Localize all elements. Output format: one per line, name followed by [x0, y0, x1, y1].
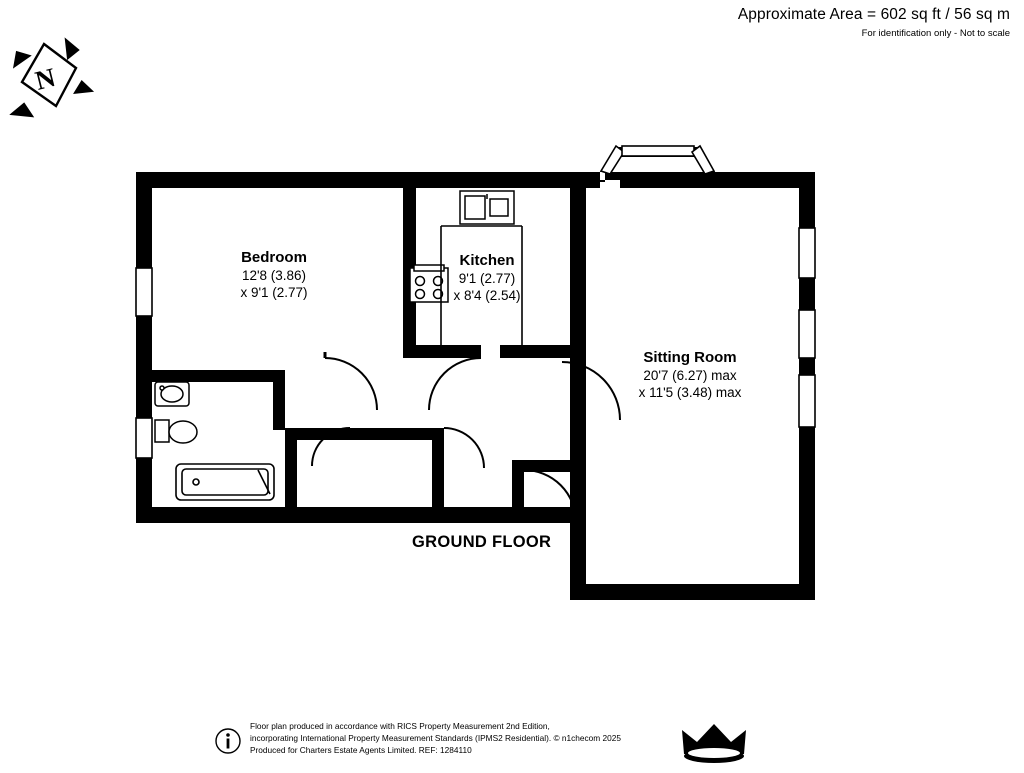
door-hall-right: [444, 428, 484, 468]
crown-logo-icon: [678, 720, 750, 764]
compass-label: N: [32, 61, 59, 96]
door-kitchen: [429, 358, 481, 410]
footer-line-1: Floor plan produced in accordance with RICS Property Measurement 2nd Edition,: [250, 721, 550, 731]
room-name: Bedroom: [241, 249, 307, 266]
room-name: Kitchen: [459, 252, 515, 269]
room-label-bedroom: [168, 248, 380, 302]
footer-copyright: © n1checom 2025: [553, 733, 621, 744]
door-bedroom: [325, 358, 377, 410]
room-dimension-line-2: x 11'5 (3.48) max: [638, 385, 742, 401]
footer-text: [250, 720, 690, 756]
room-label-sitting-room: [576, 348, 804, 402]
window-bedroom: [136, 268, 152, 316]
kitchen-sink-icon: [460, 191, 514, 224]
room-dimension-line-1: 12'8 (3.86): [241, 268, 307, 284]
room-dimension-line-1: 20'7 (6.27) max: [643, 368, 737, 384]
bathtub-icon: [176, 464, 274, 500]
identification-note: For identification only - Not to scale: [861, 28, 1010, 39]
room-dimension-line-2: x 9'1 (2.77): [240, 285, 308, 301]
window-bathroom: [136, 418, 152, 458]
approximate-area-text: Approximate Area = 602 sq ft / 56 sq m: [737, 6, 1010, 23]
window-bay-center: [622, 146, 694, 156]
footer-line-2: incorporating International Property Measurement Standards (IPMS2 Residential).: [250, 733, 552, 744]
window-sitting-1: [799, 228, 815, 278]
footer: [208, 716, 768, 770]
room-dimension-line-2: x 8'4 (2.54): [453, 288, 521, 304]
info-icon: [214, 727, 242, 755]
room-dimension-line-1: 9'1 (2.77): [458, 271, 516, 287]
toilet-icon: [155, 420, 197, 443]
room-label-kitchen: [388, 251, 586, 305]
window-bay-right: [692, 146, 714, 174]
room-name: Sitting Room: [643, 349, 737, 366]
window-bay-left: [601, 146, 624, 174]
footer-line-3: Produced for Charters Estate Agents Limited. REF: 1284110: [250, 745, 472, 756]
wash-basin-icon: [155, 382, 189, 406]
floor-title: GROUND FLOOR: [412, 533, 552, 551]
